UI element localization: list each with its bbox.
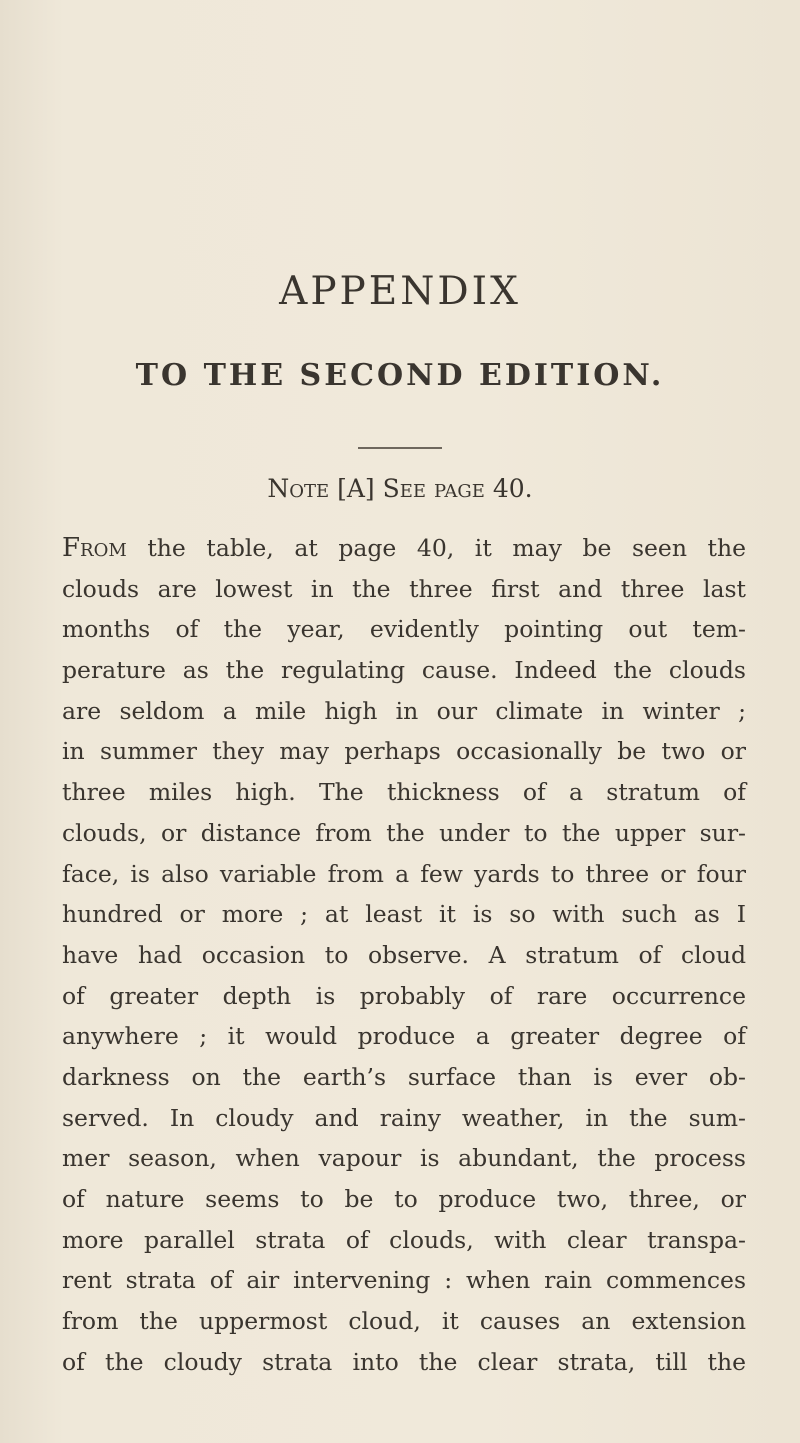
text-line: of greater depth is probably of rare occurrence bbox=[62, 981, 746, 1010]
body-paragraph bbox=[62, 528, 746, 1382]
page-title: APPENDIX bbox=[279, 269, 521, 314]
text-line: face, is also variable from a few yards to three or four bbox=[62, 859, 746, 888]
text-line: hundred or more ; at least it is so with such as I bbox=[62, 900, 746, 929]
text-line: rent strata of air intervening : when rain commences bbox=[62, 1266, 746, 1295]
text-line: mer season, when vapour is abundant, the process bbox=[62, 1144, 746, 1173]
text-line: anywhere ; it would produce a greater degree of bbox=[62, 1022, 746, 1051]
page-subtitle: TO THE SECOND EDITION. bbox=[135, 358, 665, 393]
text-line: of nature seems to be to produce two, three, or bbox=[62, 1185, 746, 1213]
text-line: months of the year, evidently pointing out tem- bbox=[62, 615, 746, 644]
text-line: served. In cloudy and rainy weather, in the sum- bbox=[62, 1103, 746, 1132]
text-line: of the cloudy strata into the clear strata, till the bbox=[62, 1347, 746, 1376]
text-line bbox=[62, 528, 746, 569]
text-line: perature as the regulating cause. Indeed the clouds bbox=[62, 656, 746, 685]
text-line: darkness on the earth’s surface than is ever ob- bbox=[62, 1062, 746, 1091]
text-line: from the uppermost cloud, it causes an extension bbox=[62, 1307, 746, 1336]
text-line: more parallel strata of clouds, with clear transpa- bbox=[62, 1225, 746, 1254]
text-line: have had occasion to observe. A stratum of cloud bbox=[62, 940, 746, 969]
text-line: three miles high. The thickness of a stratum of bbox=[62, 778, 746, 807]
text-line: are seldom a mile high in our climate in winter ; bbox=[62, 696, 746, 725]
text-line: clouds, or distance from the under to the upper sur- bbox=[62, 818, 746, 847]
note-heading: Note [A] See page 40. bbox=[267, 474, 533, 503]
lead-word: From bbox=[62, 533, 127, 563]
first-line-rest: the table, at page 40, it may be seen the bbox=[126, 534, 746, 562]
text-line: clouds are lowest in the three first and three last bbox=[62, 574, 746, 603]
text-line: in summer they may perhaps occasionally be two or bbox=[62, 737, 746, 766]
title-divider bbox=[358, 447, 442, 449]
